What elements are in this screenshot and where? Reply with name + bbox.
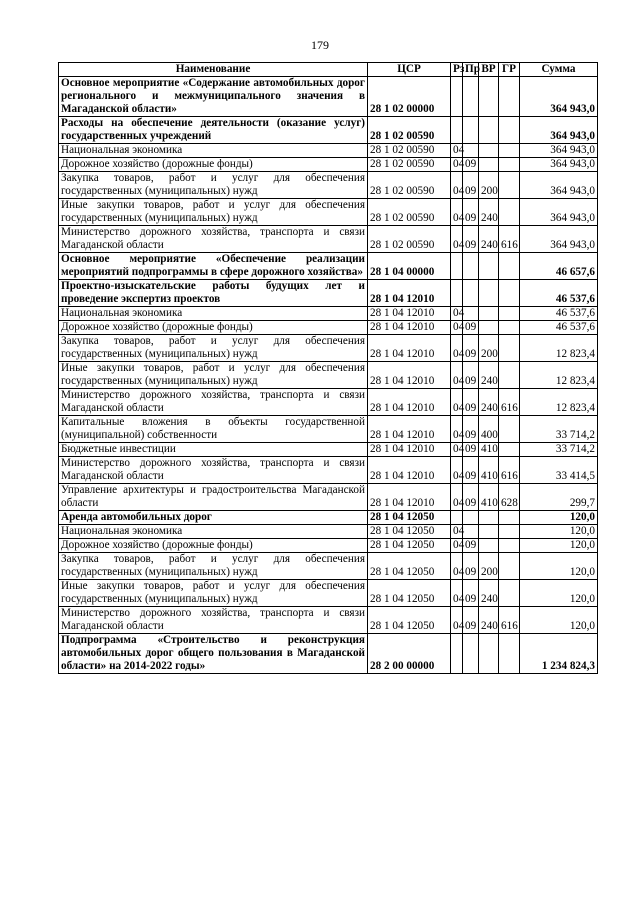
- cell-pr: 09: [463, 199, 479, 226]
- cell-csr: 28 1 02 00000: [368, 77, 451, 117]
- cell-rz: 04: [451, 553, 463, 580]
- table-row: [59, 172, 598, 199]
- cell-gr: [499, 172, 520, 199]
- cell-rz: 04: [451, 307, 463, 321]
- cell-pr: [463, 634, 479, 674]
- cell-sum: 364 943,0: [520, 77, 598, 117]
- cell-name: Закупка товаров, работ и услуг для обеспечения государственных (муниципальных) нужд: [59, 335, 368, 362]
- cell-csr: 28 1 04 12050: [368, 511, 451, 525]
- page-number: 179: [311, 38, 329, 52]
- cell-name: Закупка товаров, работ и услуг для обеспечения государственных (муниципальных) нужд: [59, 172, 368, 199]
- cell-csr: 28 1 04 12050: [368, 553, 451, 580]
- cell-rz: [451, 117, 463, 144]
- cell-vr: 410: [479, 484, 499, 511]
- cell-name: Бюджетные инвестиции: [59, 443, 368, 457]
- cell-rz: 04: [451, 144, 463, 158]
- cell-gr: [499, 144, 520, 158]
- cell-rz: [451, 634, 463, 674]
- cell-name: Национальная экономика: [59, 525, 368, 539]
- cell-gr: [499, 321, 520, 335]
- cell-gr: 616: [499, 226, 520, 253]
- cell-name: Дорожное хозяйство (дорожные фонды): [59, 321, 368, 335]
- cell-pr: [463, 253, 479, 280]
- cell-csr: 28 2 00 00000: [368, 634, 451, 674]
- cell-pr: 09: [463, 539, 479, 553]
- cell-gr: 616: [499, 607, 520, 634]
- cell-pr: 09: [463, 484, 479, 511]
- cell-vr: 410: [479, 443, 499, 457]
- cell-rz: 04: [451, 172, 463, 199]
- cell-name: Дорожное хозяйство (дорожные фонды): [59, 158, 368, 172]
- cell-csr: 28 1 04 12050: [368, 607, 451, 634]
- cell-rz: 04: [451, 416, 463, 443]
- cell-sum: 120,0: [520, 525, 598, 539]
- cell-vr: 240: [479, 362, 499, 389]
- cell-rz: 04: [451, 158, 463, 172]
- cell-sum: 46 537,6: [520, 321, 598, 335]
- cell-pr: 09: [463, 172, 479, 199]
- cell-pr: 09: [463, 389, 479, 416]
- cell-csr: 28 1 02 00590: [368, 144, 451, 158]
- table-row: [59, 634, 598, 674]
- cell-pr: 09: [463, 321, 479, 335]
- cell-vr: [479, 511, 499, 525]
- cell-rz: 04: [451, 335, 463, 362]
- cell-name: Министерство дорожного хозяйства, транспорта и связи Магаданской области: [59, 389, 368, 416]
- cell-rz: [451, 253, 463, 280]
- cell-rz: 04: [451, 389, 463, 416]
- cell-gr: [499, 307, 520, 321]
- cell-csr: 28 1 04 12010: [368, 307, 451, 321]
- header-rz: Рз: [451, 63, 463, 77]
- cell-pr: [463, 511, 479, 525]
- table-row: [59, 484, 598, 511]
- cell-name: Основное мероприятие «Обеспечение реализации мероприятий подпрограммы в сфере дорожного хозяйства»: [59, 253, 368, 280]
- cell-csr: 28 1 04 00000: [368, 253, 451, 280]
- cell-sum: 120,0: [520, 553, 598, 580]
- cell-csr: 28 1 02 00590: [368, 199, 451, 226]
- cell-gr: [499, 634, 520, 674]
- cell-name: Министерство дорожного хозяйства, транспорта и связи Магаданской области: [59, 226, 368, 253]
- cell-vr: [479, 158, 499, 172]
- cell-gr: [499, 253, 520, 280]
- cell-rz: 04: [451, 607, 463, 634]
- cell-gr: 628: [499, 484, 520, 511]
- cell-sum: 46 537,6: [520, 280, 598, 307]
- cell-gr: [499, 443, 520, 457]
- cell-gr: [499, 553, 520, 580]
- table-row: [59, 226, 598, 253]
- cell-sum: 12 823,4: [520, 335, 598, 362]
- cell-vr: 240: [479, 199, 499, 226]
- cell-vr: [479, 634, 499, 674]
- cell-csr: 28 1 02 00590: [368, 226, 451, 253]
- cell-csr: 28 1 02 00590: [368, 158, 451, 172]
- table-row: [59, 117, 598, 144]
- header-csr: ЦСР: [368, 63, 451, 77]
- cell-pr: 09: [463, 335, 479, 362]
- cell-name: Иные закупки товаров, работ и услуг для обеспечения государственных (муниципальных) нужд: [59, 580, 368, 607]
- cell-pr: 09: [463, 553, 479, 580]
- cell-gr: [499, 158, 520, 172]
- cell-sum: 1 234 824,3: [520, 634, 598, 674]
- cell-sum: 12 823,4: [520, 362, 598, 389]
- cell-name: Основное мероприятие «Содержание автомобильных дорог регионального и межмуниципального значения в Магаданской области»: [59, 77, 368, 117]
- cell-vr: 240: [479, 580, 499, 607]
- cell-vr: 410: [479, 457, 499, 484]
- cell-pr: 09: [463, 226, 479, 253]
- cell-vr: [479, 321, 499, 335]
- cell-rz: 04: [451, 321, 463, 335]
- cell-gr: [499, 280, 520, 307]
- budget-table: [58, 62, 598, 674]
- cell-rz: 04: [451, 443, 463, 457]
- cell-name: Дорожное хозяйство (дорожные фонды): [59, 539, 368, 553]
- cell-pr: 09: [463, 158, 479, 172]
- cell-csr: 28 1 04 12010: [368, 484, 451, 511]
- cell-vr: [479, 280, 499, 307]
- cell-vr: 240: [479, 607, 499, 634]
- cell-sum: 364 943,0: [520, 199, 598, 226]
- header-gr: ГР: [499, 63, 520, 77]
- cell-vr: 200: [479, 553, 499, 580]
- cell-rz: [451, 77, 463, 117]
- cell-sum: 364 943,0: [520, 172, 598, 199]
- cell-vr: 240: [479, 226, 499, 253]
- table-row: [59, 335, 598, 362]
- cell-sum: 364 943,0: [520, 144, 598, 158]
- cell-vr: [479, 525, 499, 539]
- cell-name: Расходы на обеспечение деятельности (оказание услуг) государственных учреждений: [59, 117, 368, 144]
- table-row: [59, 389, 598, 416]
- cell-gr: [499, 77, 520, 117]
- table-row: [59, 144, 598, 158]
- table-row: [59, 321, 598, 335]
- cell-name: Подпрограмма «Строительство и реконструкция автомобильных дорог общего пользования в Магаданской области» на 2014-2022 годы»: [59, 634, 368, 674]
- cell-sum: 33 714,2: [520, 443, 598, 457]
- cell-name: Министерство дорожного хозяйства, транспорта и связи Магаданской области: [59, 457, 368, 484]
- cell-sum: 120,0: [520, 539, 598, 553]
- cell-gr: [499, 511, 520, 525]
- cell-vr: [479, 77, 499, 117]
- cell-rz: 04: [451, 362, 463, 389]
- cell-gr: [499, 525, 520, 539]
- table-row: [59, 457, 598, 484]
- header-pr: Пр: [463, 63, 479, 77]
- cell-sum: 299,7: [520, 484, 598, 511]
- cell-gr: 616: [499, 457, 520, 484]
- cell-sum: 33 414,5: [520, 457, 598, 484]
- cell-csr: 28 1 02 00590: [368, 117, 451, 144]
- cell-rz: 04: [451, 525, 463, 539]
- cell-name: Управление архитектуры и градостроительства Магаданской области: [59, 484, 368, 511]
- cell-name: Проектно-изыскательские работы будущих лет и проведение экспертиз проектов: [59, 280, 368, 307]
- table-row: [59, 362, 598, 389]
- cell-csr: 28 1 04 12010: [368, 389, 451, 416]
- cell-name: Капитальные вложения в объекты государственной (муниципальной) собственности: [59, 416, 368, 443]
- cell-gr: [499, 117, 520, 144]
- table-row: [59, 607, 598, 634]
- cell-csr: 28 1 04 12050: [368, 525, 451, 539]
- cell-gr: [499, 416, 520, 443]
- cell-vr: 400: [479, 416, 499, 443]
- cell-vr: 240: [479, 389, 499, 416]
- cell-rz: 04: [451, 539, 463, 553]
- cell-csr: 28 1 04 12050: [368, 539, 451, 553]
- cell-pr: [463, 77, 479, 117]
- cell-pr: [463, 144, 479, 158]
- header-vr: ВР: [479, 63, 499, 77]
- cell-csr: 28 1 04 12010: [368, 416, 451, 443]
- table-row: [59, 280, 598, 307]
- cell-csr: 28 1 04 12050: [368, 580, 451, 607]
- cell-name: Министерство дорожного хозяйства, транспорта и связи Магаданской области: [59, 607, 368, 634]
- cell-sum: 364 943,0: [520, 158, 598, 172]
- table-row: [59, 511, 598, 525]
- cell-csr: 28 1 04 12010: [368, 362, 451, 389]
- table-row: [59, 525, 598, 539]
- cell-pr: 09: [463, 416, 479, 443]
- cell-sum: 120,0: [520, 511, 598, 525]
- cell-pr: 09: [463, 362, 479, 389]
- cell-gr: [499, 539, 520, 553]
- table-row: [59, 307, 598, 321]
- cell-sum: 12 823,4: [520, 389, 598, 416]
- cell-name: Иные закупки товаров, работ и услуг для обеспечения государственных (муниципальных) нужд: [59, 199, 368, 226]
- header-sum: Сумма: [520, 63, 598, 77]
- cell-sum: 120,0: [520, 580, 598, 607]
- table-row: [59, 77, 598, 117]
- table-row: [59, 253, 598, 280]
- cell-csr: 28 1 04 12010: [368, 457, 451, 484]
- cell-pr: [463, 307, 479, 321]
- cell-name: Национальная экономика: [59, 144, 368, 158]
- cell-name: Иные закупки товаров, работ и услуг для обеспечения государственных (муниципальных) нужд: [59, 362, 368, 389]
- table-row: [59, 580, 598, 607]
- cell-rz: 04: [451, 580, 463, 607]
- cell-pr: [463, 117, 479, 144]
- table-row: [59, 553, 598, 580]
- header-name: Наименование: [59, 63, 368, 77]
- cell-vr: 200: [479, 335, 499, 362]
- table-row: [59, 539, 598, 553]
- cell-vr: [479, 144, 499, 158]
- cell-rz: 04: [451, 457, 463, 484]
- cell-csr: 28 1 04 12010: [368, 321, 451, 335]
- table-row: [59, 416, 598, 443]
- cell-sum: 46 657,6: [520, 253, 598, 280]
- cell-name: Национальная экономика: [59, 307, 368, 321]
- table-row: [59, 199, 598, 226]
- cell-pr: [463, 525, 479, 539]
- cell-csr: 28 1 04 12010: [368, 443, 451, 457]
- cell-sum: 120,0: [520, 607, 598, 634]
- cell-vr: [479, 539, 499, 553]
- cell-rz: [451, 280, 463, 307]
- table-row: [59, 443, 598, 457]
- cell-pr: 09: [463, 607, 479, 634]
- cell-pr: 09: [463, 443, 479, 457]
- cell-csr: 28 1 02 00590: [368, 172, 451, 199]
- cell-gr: [499, 335, 520, 362]
- table-header: [59, 63, 598, 77]
- cell-csr: 28 1 04 12010: [368, 280, 451, 307]
- cell-sum: 364 943,0: [520, 117, 598, 144]
- cell-gr: [499, 362, 520, 389]
- cell-vr: [479, 117, 499, 144]
- cell-csr: 28 1 04 12010: [368, 335, 451, 362]
- cell-rz: 04: [451, 484, 463, 511]
- cell-gr: [499, 199, 520, 226]
- table-body: [59, 77, 598, 674]
- cell-rz: 04: [451, 226, 463, 253]
- cell-rz: 04: [451, 199, 463, 226]
- cell-gr: [499, 580, 520, 607]
- cell-pr: 09: [463, 580, 479, 607]
- cell-rz: [451, 511, 463, 525]
- table-row: [59, 158, 598, 172]
- cell-name: Закупка товаров, работ и услуг для обеспечения государственных (муниципальных) нужд: [59, 553, 368, 580]
- cell-sum: 364 943,0: [520, 226, 598, 253]
- cell-vr: [479, 253, 499, 280]
- cell-sum: 46 537,6: [520, 307, 598, 321]
- cell-pr: 09: [463, 457, 479, 484]
- cell-vr: 200: [479, 172, 499, 199]
- cell-name: Аренда автомобильных дорог: [59, 511, 368, 525]
- cell-gr: 616: [499, 389, 520, 416]
- cell-sum: 33 714,2: [520, 416, 598, 443]
- cell-vr: [479, 307, 499, 321]
- cell-pr: [463, 280, 479, 307]
